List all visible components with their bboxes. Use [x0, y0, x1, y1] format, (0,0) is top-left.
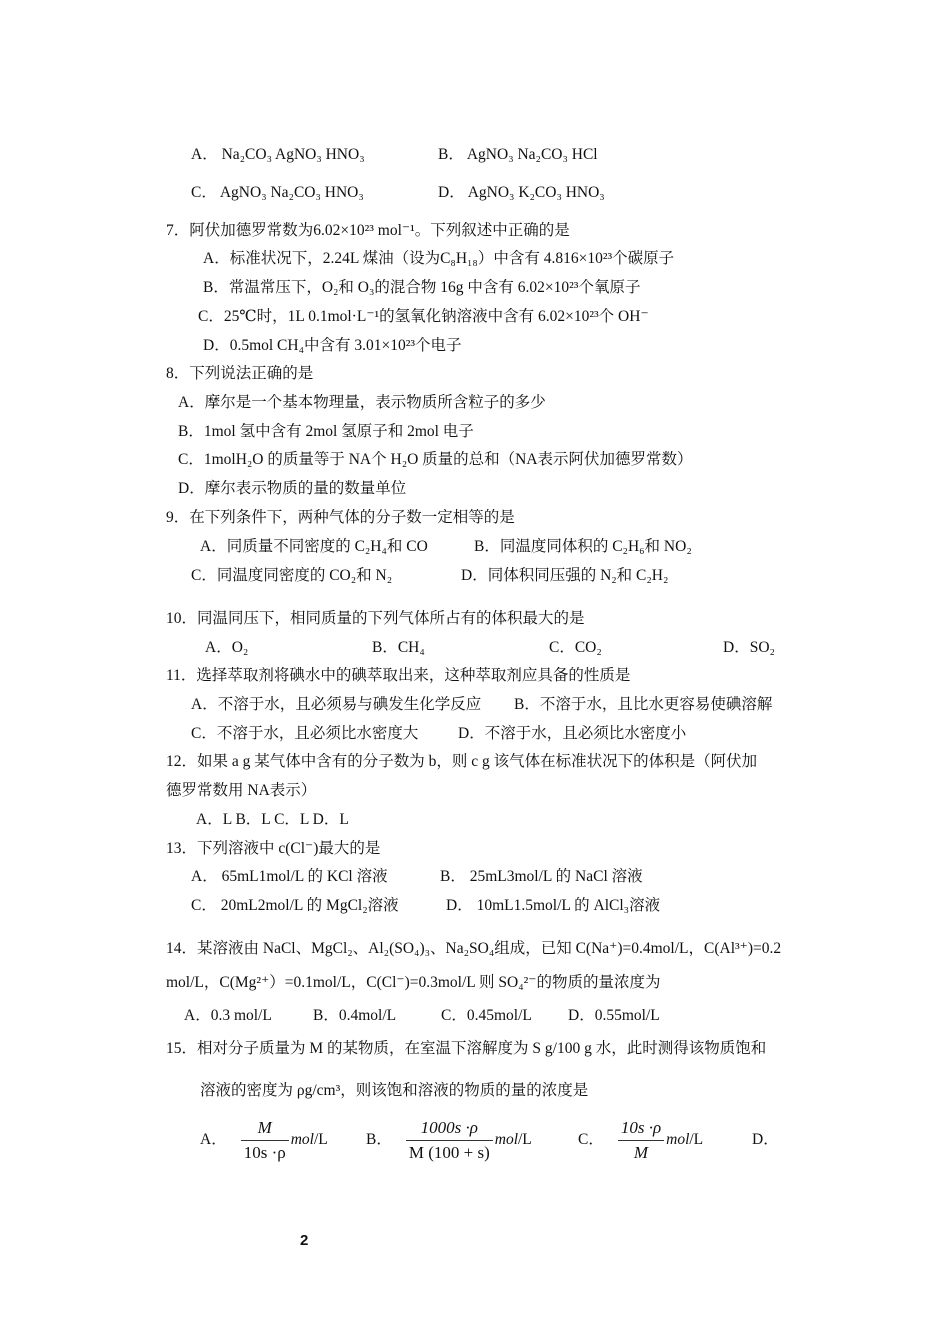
q10-option-c: C．CO₂: [549, 639, 602, 656]
q8-option-d: D．摩尔表示物质的量的数量单位: [178, 480, 407, 497]
q15-stem-line2: 溶液的密度为 ρg/cm³，则该饱和溶液的物质的量的浓度是: [200, 1082, 589, 1099]
q7-option-b: B．常温常压下，O₂和 O₃的混合物 16g 中含有 6.02×10²³个氧原子: [203, 279, 641, 296]
q14-option-d: D．0.55mol/L: [568, 1007, 660, 1024]
q10-option-b: B．CH₄: [372, 639, 425, 656]
q9-stem: 9．在下列条件下，两种气体的分子数一定相等的是: [166, 509, 515, 526]
q15-option-b-denominator: M (100 + s): [408, 1142, 490, 1162]
q6-option-c: C． AgNO₃ Na₂CO₃ HNO₃: [191, 184, 364, 201]
q15-option-a-denominator: 10s ·ρ: [243, 1142, 286, 1162]
q13-option-d: D． 10mL1.5mol/L 的 AlCl₃溶液: [446, 897, 661, 914]
q14-stem-line2: mol/L，C(Mg²⁺）=0.1mol/L，C(Cl⁻)=0.3mol/L 则 SO₄²⁻的物质的量浓度为: [166, 974, 661, 991]
q12-stem-line1: 12．如果 a g 某气体中含有的分子数为 b，则 c g 该气体在标准状况下的体积是（阿伏加: [166, 753, 758, 770]
q15-option-a-fraction: [241, 1118, 289, 1163]
q13-option-c: C． 20mL2mol/L 的 MgCl₂溶液: [191, 897, 399, 914]
q6-option-a: A． Na₂CO₃ AgNO₃ HNO₃: [191, 146, 365, 163]
q15-option-c-fraction: [618, 1118, 664, 1163]
q11-stem: 11．选择萃取剂将碘水中的碘萃取出来，这种萃取剂应具备的性质是: [166, 667, 631, 684]
q14-option-b: B．0.4mol/L: [313, 1007, 397, 1024]
q15-option-c: [578, 1116, 703, 1164]
q14-stem-line1: 14．某溶液由 NaCl、MgCl₂、Al₂(SO₄)₃、Na₂SO₄组成，已知 C(Na⁺)=0.4mol/L，C(Al³⁺)=0.2: [166, 940, 782, 957]
page-number: 2: [300, 1232, 309, 1249]
q12-stem-line2: 德罗常数用 NA表示）: [166, 782, 317, 799]
q7-option-a: A．标准状况下，2.24L 煤油（设为C₈H₁₈）中含有 4.816×10²³个碳原子: [203, 250, 675, 267]
q15-option-c-unit-rest: /L: [689, 1131, 704, 1148]
q13-option-a: A． 65mL1mol/L 的 KCl 溶液: [191, 868, 388, 885]
q10-stem: 10．同温同压下，相同质量的下列气体所占有的体积最大的是: [166, 610, 585, 627]
q15-option-b-fraction: [406, 1118, 493, 1163]
q15-option-a-unit-rest: /L: [313, 1131, 328, 1148]
q15-option-c-unit: mol: [666, 1131, 690, 1148]
q15-option-b-unit-rest: /L: [518, 1131, 532, 1148]
q11-option-a: A．不溶于水，且必须易与碘发生化学反应: [191, 696, 482, 713]
q15-option-a: [200, 1116, 328, 1164]
q9-option-b: B．同温度同体积的 C₂H₆和 NO₂: [474, 538, 692, 555]
q8-stem: 8．下列说法正确的是: [166, 365, 314, 382]
q8-option-b: B．1mol 氢中含有 2mol 氢原子和 2mol 电子: [178, 423, 474, 440]
q9-option-a: A．同质量不同密度的 C₂H₄和 CO: [200, 538, 428, 555]
q15-option-b-numerator: 1000s ·ρ: [406, 1118, 493, 1141]
q15-option-b: [366, 1116, 532, 1164]
q15-option-c-numerator: 10s ·ρ: [618, 1118, 664, 1141]
q15-stem-line1: 15．相对分子质量为 M 的某物质，在室温下溶解度为 S g/100 g 水，此时测得该物质饱和: [166, 1040, 767, 1057]
q15-option-d: D．: [752, 1131, 779, 1148]
q7-option-c: C．25℃时，1L 0.1mol·L⁻¹的氢氧化钠溶液中含有 6.02×10²³个 OH⁻: [198, 308, 649, 325]
q8-option-c: C．1molH₂O 的质量等于 NA个 H₂O 质量的总和（NA表示阿伏加德罗常数）: [178, 451, 693, 468]
q12-options: A．L B．L C．L D．L: [196, 811, 349, 828]
q11-option-d: D．不溶于水，且必须比水密度小: [458, 725, 687, 742]
q11-option-c: C．不溶于水，且必须比水密度大: [191, 725, 419, 742]
q15-option-c-denominator: M: [633, 1142, 649, 1162]
q7-option-d: D．0.5mol CH₄中含有 3.01×10²³个电子: [203, 337, 462, 354]
q9-option-d: D．同体积同压强的 N₂和 C₂H₂: [461, 567, 669, 584]
q15-option-a-label: A．: [200, 1131, 227, 1148]
q15-option-a-numerator: M: [241, 1118, 289, 1141]
q8-option-a: A．摩尔是一个基本物理量，表示物质所含粒子的多少: [178, 394, 546, 411]
q14-option-a: A．0.3 mol/L: [184, 1007, 272, 1024]
q6-option-b: B． AgNO₃ Na₂CO₃ HCl: [438, 146, 598, 163]
q10-option-a: A．O₂: [205, 639, 249, 656]
q13-stem: 13．下列溶液中 c(Cl⁻)最大的是: [166, 840, 381, 857]
q6-option-d: D． AgNO₃ K₂CO₃ HNO₃: [438, 184, 605, 201]
q15-option-b-label: B．: [366, 1131, 392, 1148]
q15-option-a-unit: mol: [290, 1131, 314, 1148]
q9-option-c: C．同温度同密度的 CO₂和 N₂: [191, 567, 393, 584]
q10-option-d: D．SO₂: [723, 639, 775, 656]
q15-option-b-unit: mol: [494, 1131, 518, 1148]
q15-option-c-label: C．: [578, 1131, 604, 1148]
q11-option-b: B．不溶于水，且比水更容易使碘溶解: [514, 696, 773, 713]
q7-stem: 7．阿伏加德罗常数为6.02×10²³ mol⁻¹。下列叙述中正确的是: [166, 222, 570, 239]
q13-option-b: B． 25mL3mol/L 的 NaCl 溶液: [440, 868, 643, 885]
q14-option-c: C．0.45mol/L: [441, 1007, 532, 1024]
